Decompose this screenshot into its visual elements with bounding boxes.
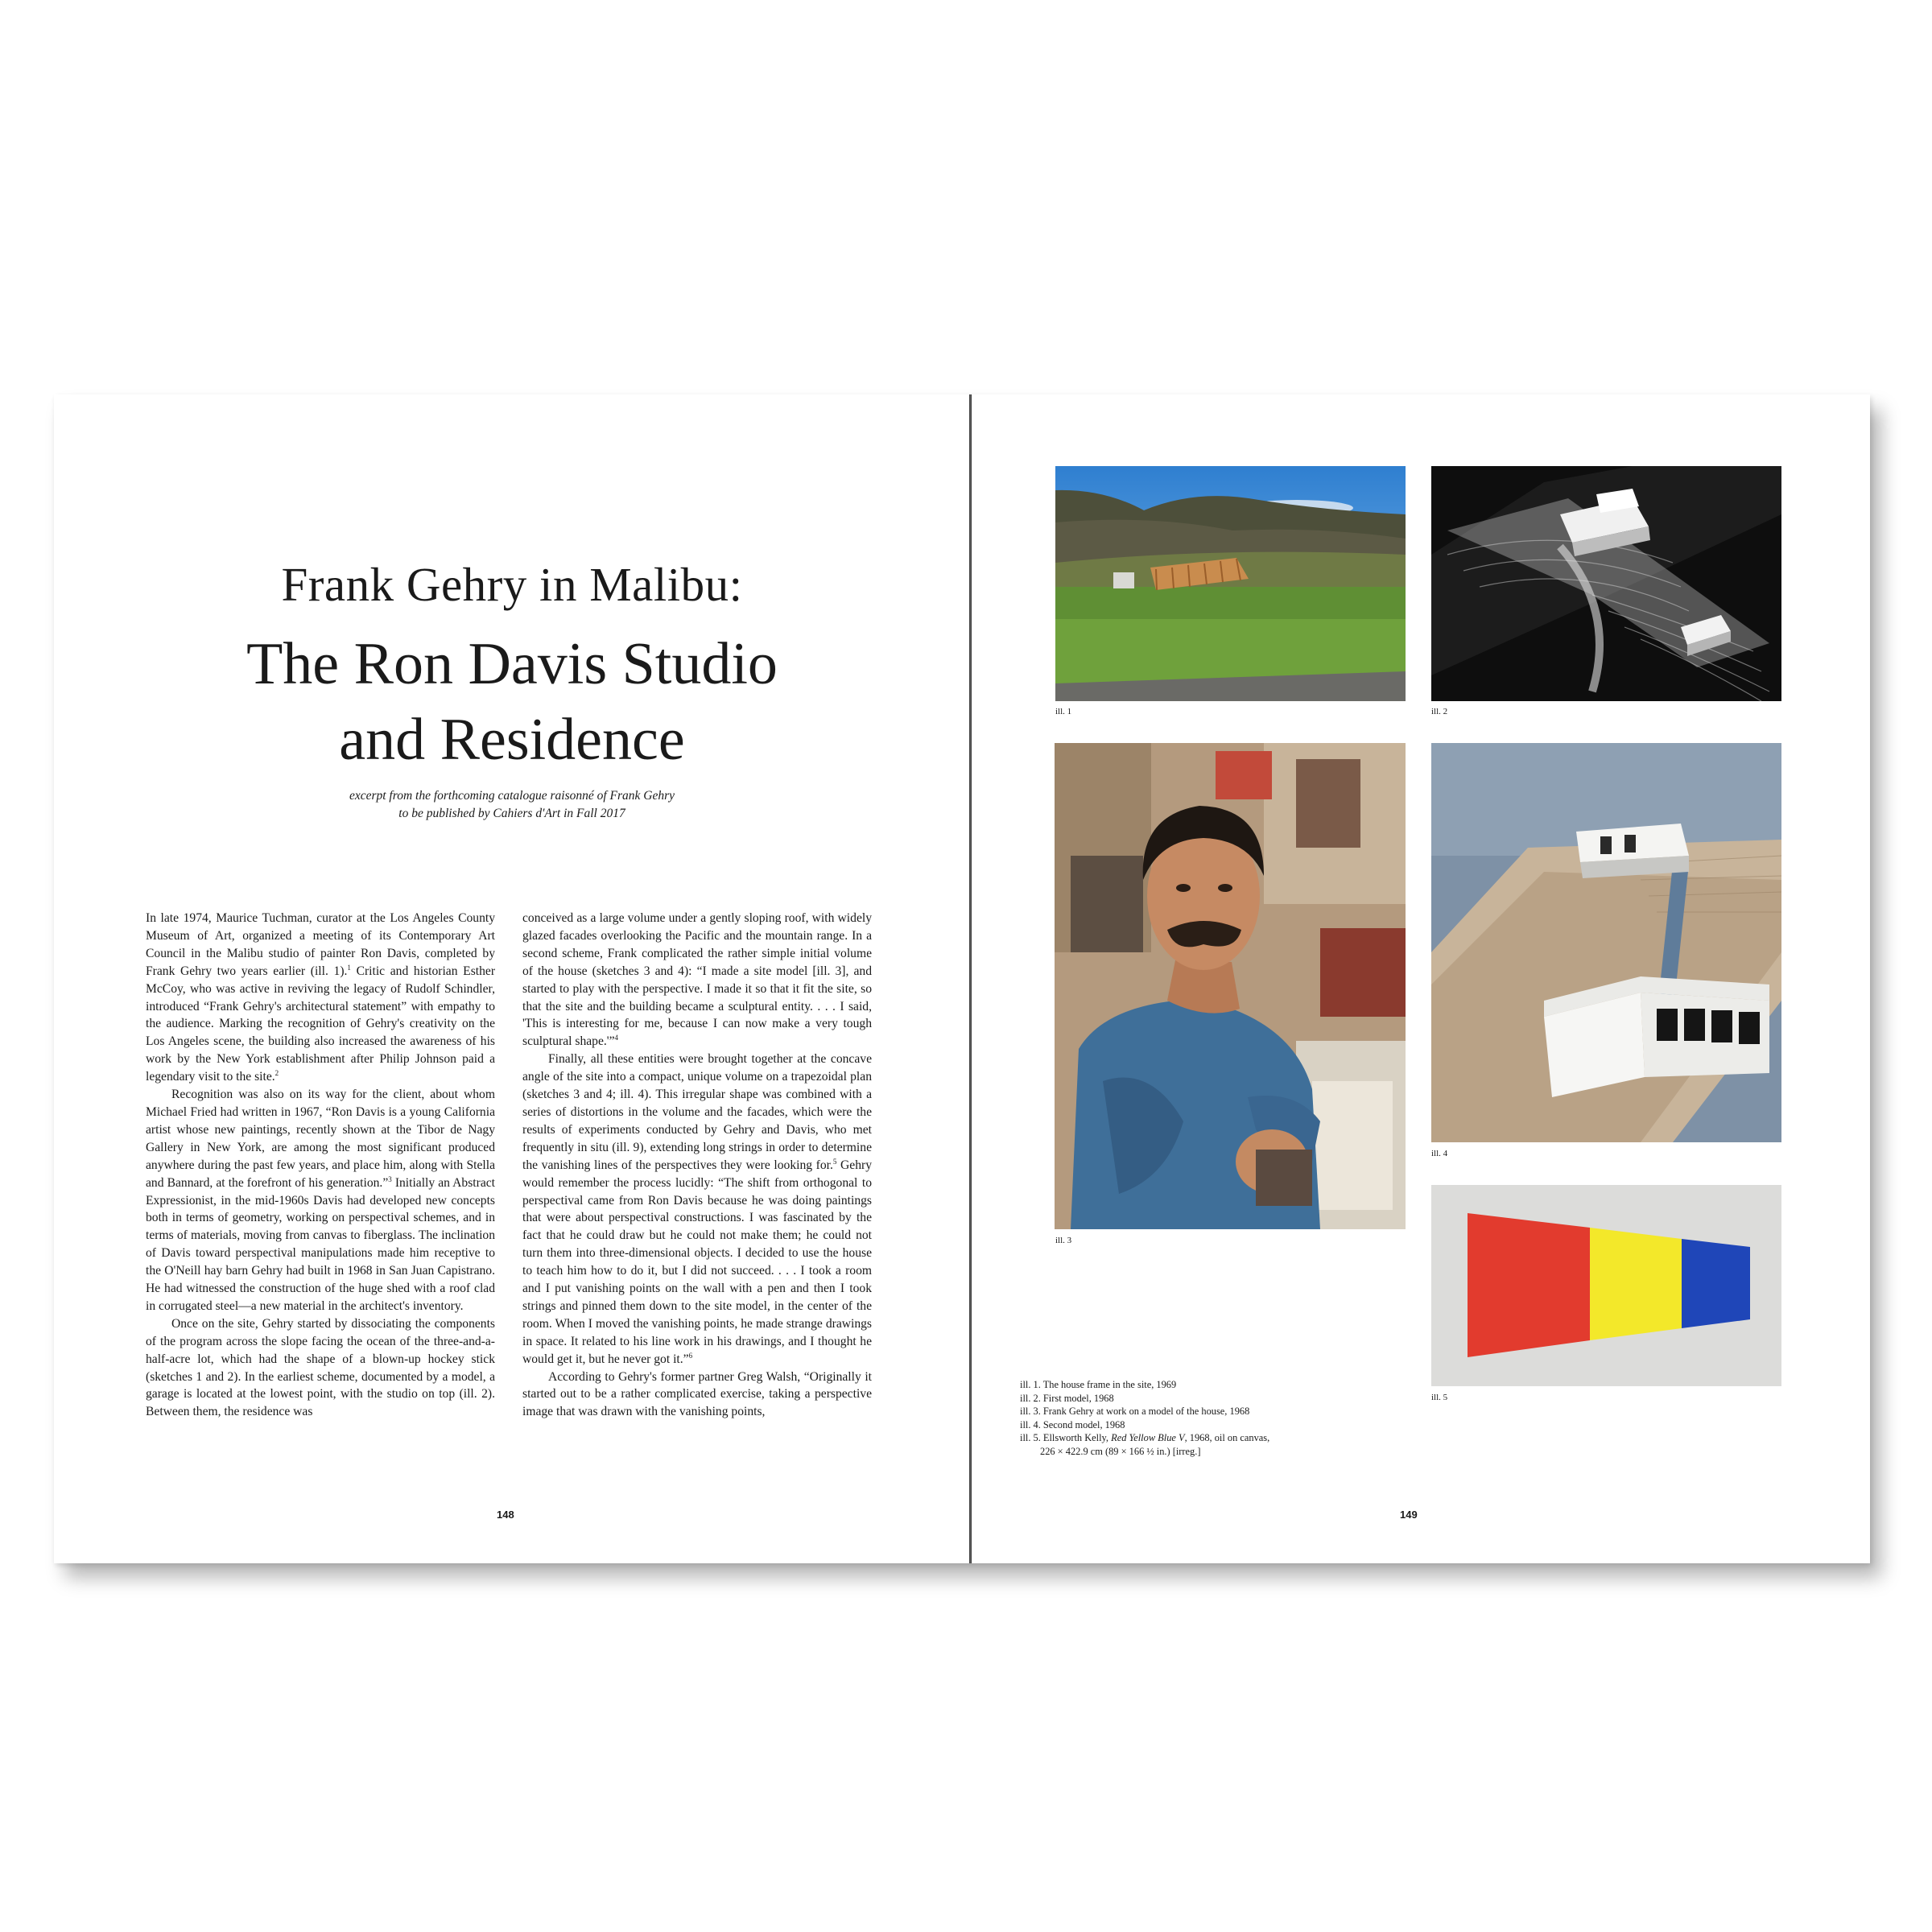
main-title [54, 626, 970, 778]
label-ill-5: ill. 5 [1431, 1393, 1448, 1402]
footnote-ref: 2 [275, 1068, 279, 1077]
caption-ill-3: ill. 3. Frank Gehry at work on a model of the house, 1968 [1020, 1406, 1250, 1418]
right-page [972, 394, 1870, 1563]
paragraph: Once on the site, Gehry started by dissociating the components of the program across the slope facing the ocean of the three-and-a-half-acre lot, which had the shape of a blown-up hockey stick (sketches 1 and 2). In the earliest scheme, documented by a model, a garage is located at the lowest point, with the studio on top (ill. 2). Between them, the residence was [146, 1316, 495, 1419]
caption-ill-1: ill. 1. The house frame in the site, 1969 [1020, 1379, 1177, 1390]
label-ill-3: ill. 3 [1055, 1236, 1072, 1245]
label-ill-4: ill. 4 [1431, 1149, 1448, 1158]
caption-ill-5-dimensions: 226 × 422.9 cm (89 × 166 ½ in.) [irreg.] [1040, 1445, 1201, 1457]
paragraph: According to Gehry's former partner Greg Walsh, “Originally it started out to be a rather complicated exercise, taking a perspective image that was drawn with the vanishing points, [522, 1369, 872, 1419]
book-spread [54, 394, 1870, 1563]
subtitle-line-2: to be published by Cahiers d'Art in Fall 2017 [398, 807, 625, 820]
footnote-ref: 4 [614, 1034, 619, 1042]
photo-second-model [1431, 743, 1781, 1142]
text-column-2 [522, 910, 872, 1421]
subtitle-line-1: excerpt from the forthcoming catalogue raisonné of Frank Gehry [349, 789, 675, 803]
photo-gehry-portrait [1055, 743, 1406, 1229]
footnote-ref: 6 [688, 1351, 693, 1360]
title-line-2: The Ron Davis Studio [246, 631, 778, 697]
text-column-1 [146, 910, 495, 1421]
page-number-right: 149 [1400, 1509, 1418, 1521]
photo-kelly-painting [1431, 1185, 1781, 1386]
photo-house-frame [1055, 466, 1406, 701]
footnote-ref: 5 [832, 1157, 837, 1166]
footnote-ref: 1 [347, 963, 351, 972]
caption-ill-4: ill. 4. Second model, 1968 [1020, 1418, 1125, 1430]
caption-ill-5: ill. 5. Ellsworth Kelly, Red Yellow Blue V, 1968, oil on canvas, [1020, 1432, 1270, 1444]
photo-first-model [1431, 466, 1781, 701]
illustration-captions [1020, 1378, 1269, 1459]
paragraph: In late 1974, Maurice Tuchman, curator at the Los Angeles County Museum of Art, organized a meeting of its Contemporary Art Council in the Malibu studio of painter Ron Davis, completed by Frank Gehry two years earlier (ill. 1).$^1$ Critic and historian Esther McCoy, who was active in reviving the legacy of Rudolf Schindler, introduced “Frank Gehry's architectural statement” with empathy to the audience. Marking the recognition of Gehry's creativity on the Los Angeles scene, the building also increased the awareness of his work by the New York establishment after Philip Johnson paid a legendary visit to the site.$^2$ [146, 911, 496, 1084]
paragraph: conceived as a large volume under a gently sloping roof, with widely glazed facades overlooking the Pacific and the mountain range. In a second scheme, Frank complicated the rather simple initial volume of the house (sketches 3 and 4): “I made a site model [ill. 3], and started to play with the perspective. I made it so that it fit the site, so that the site and the building became a sculptural entity. . . . I said, 'This is interesting for me, because I can now make a very tough sculptural shape.'”$^4$ [522, 911, 872, 1049]
left-page [54, 394, 970, 1563]
page-number-left: 148 [497, 1509, 514, 1521]
paragraph: Recognition was also on its way for the client, about whom Michael Fried had written in 1967, “Ron Davis is a young California artist whose new paintings, recently shown at the Tibor de Nagy Gallery in New York, are among the most significant produced anywhere during the past few years, and place him, along with Stella and Bannard, at the forefront of his generation.”$^3$ Initially an Abstract Expressionist, in the mid-1960s Davis had developed new concepts both in terms of geometry, working on perspectival schemes, and in terms of materials, moving from canvas to fiberglass. The inclination of Davis toward perspectival manipulations made him receptive to the O'Neill hay barn Gehry had built in 1968 in San Juan Capistrano. He had witnessed the construction of the huge shed with a roof clad in corrugated steel—a new material in the architect's inventory. [146, 1088, 496, 1313]
paragraph: Finally, all these entities were brought together at the concave angle of the site into a compact, unique volume on a trapezoidal plan (sketches 3 and 4; ill. 4). This irregular shape was combined with a series of distortions in the volume and the facades, which were the results of experiments conducted by Gehry and Davis, who met frequently in situ (ill. 9), extending long strings in order to determine the vanishing lines of the perspectives they were looking for.$^5$ Gehry would remember the process lucidly: “The shift from orthogonal to perspectival came from Ron Davis because he was doing paintings that were about perspectival constructions. I was fascinated by the fact that he could draw but he could not make them; he could not turn them into three-dimensional objects. I decided to use the house to teach him how to do it, but I did not succeed. . . . I took a room and I put vanishing points on the wall with a pen and then I took strings and pinned them down to the site model, in the center of the room. When I moved the vanishing points, he made strange drawings in space. It related to his line work in his drawings, and I thought he would get it, but he never got it.”$^6$ [522, 1052, 872, 1366]
title-line-1: Frank Gehry in Malibu: [281, 558, 743, 611]
footnote-ref: 3 [388, 1174, 392, 1183]
subtitle [54, 787, 970, 823]
label-ill-2: ill. 2 [1431, 707, 1448, 716]
caption-ill-2: ill. 2. First model, 1968 [1020, 1392, 1114, 1404]
label-ill-1: ill. 1 [1055, 707, 1072, 716]
title-line-3: and Residence [339, 707, 685, 773]
